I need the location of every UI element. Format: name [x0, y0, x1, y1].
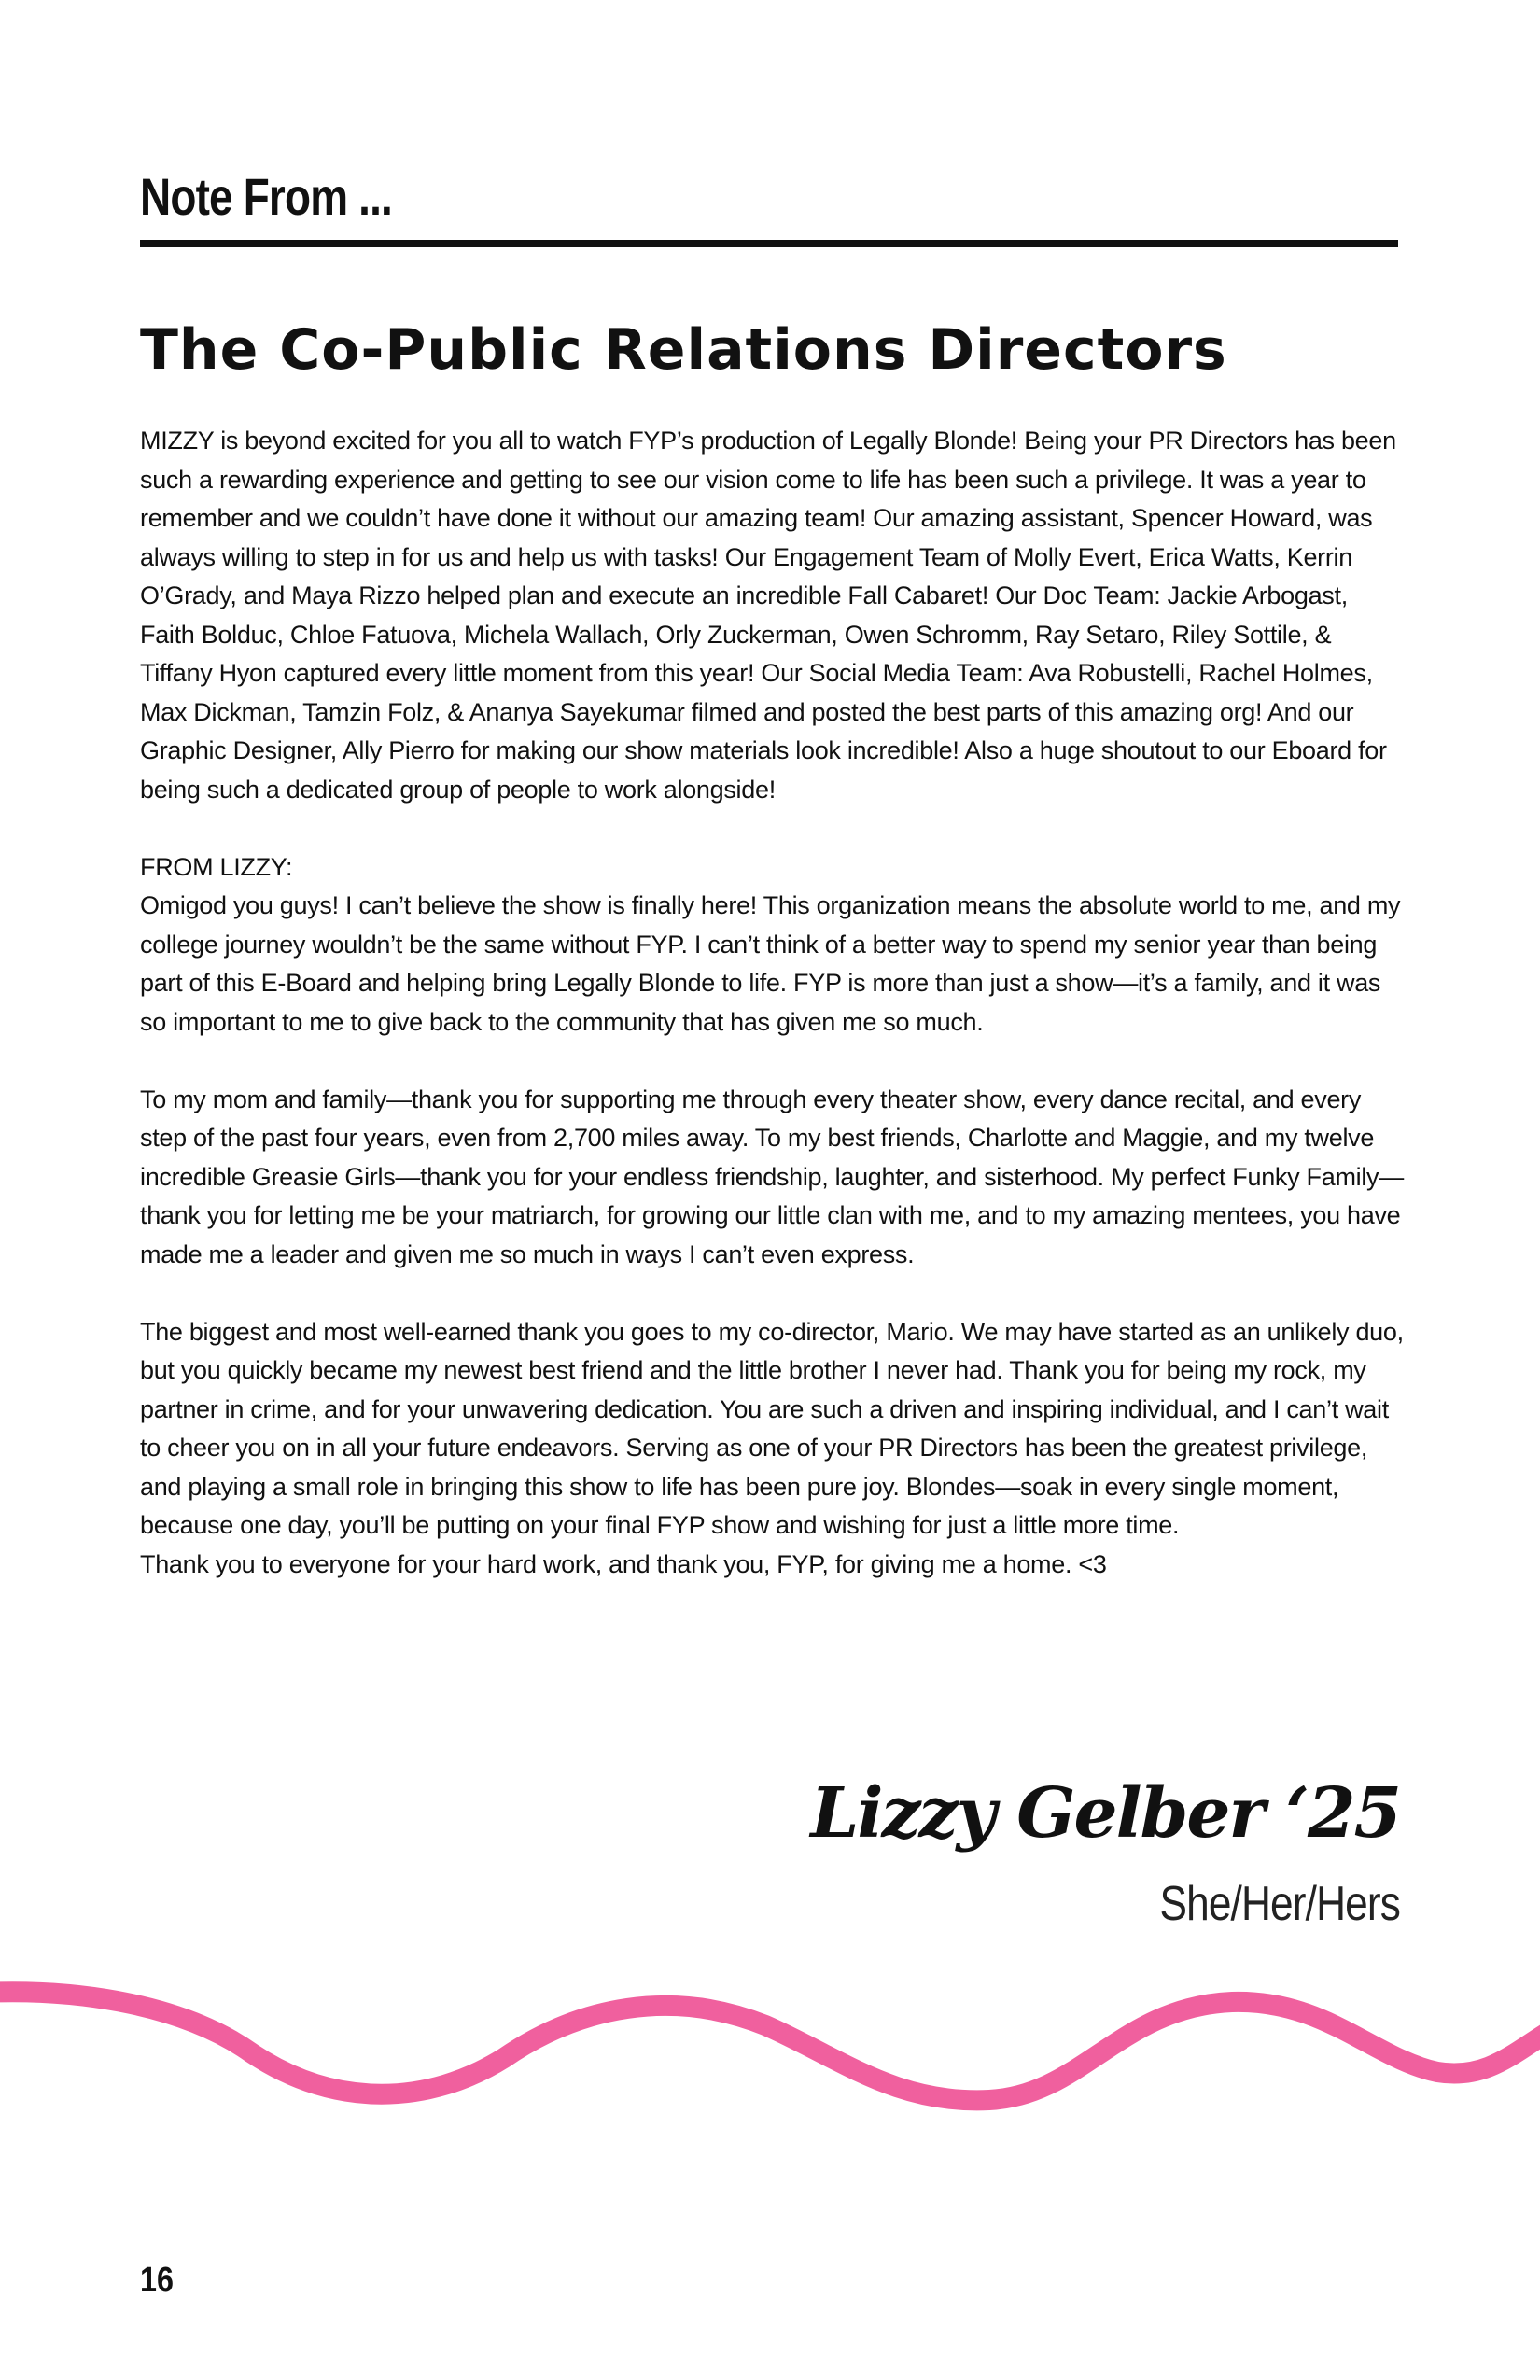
page-title: The Co-Public Relations Directors	[140, 317, 1227, 383]
pink-wave-decoration	[0, 1969, 1540, 2119]
signature-pronouns: She/Her/Hers	[1159, 1877, 1400, 1931]
intro-paragraph: MIZZY is beyond excited for you all to watch FYP’s production of Legally Blonde! Being your PR Directors has been such a rewarding experience and getting to see our vision come to life has been such a privilege. It was a year to remember and we couldn’t have done it without our amazing team! Our amazing assistant, Spencer Howard, was always willing to step in for us and help us with tasks! Our Engagement Team of Molly Evert, Erica Watts, Kerrin O’Grady, and Maya Rizzo helped plan and execute an incredible Fall Cabaret! Our Doc Team: Jackie Arbogast, Faith Bolduc, Chloe Fatuova, Michela Wallach, Orly Zuckerman, Owen Schromm, Ray Setaro, Riley Sottile, & Tiffany Hyon captured every little moment from this year! Our Social Media Team: Ava Robustelli, Rachel Holmes, Max Dickman, Tamzin Folz, & Ananya Sayekumar filmed and posted the best parts of this amazing org! And our Graphic Designer, Ally Pierro for making our show materials look incredible! Also a huge shoutout to our Eboard for being such a dedicated group of people to work alongside!	[140, 427, 1396, 804]
header-divider	[140, 240, 1398, 247]
section-label: Note From ...	[140, 167, 392, 226]
note-body	[140, 422, 1405, 1584]
wave-line	[0, 1992, 1540, 2100]
signature-name: Lizzy Gelber ‘25	[810, 1773, 1400, 1854]
from-label: FROM LIZZY:	[140, 852, 293, 881]
closing-line: Thank you to everyone for your hard work, and thank you, FYP, for giving me a home. <3	[140, 1549, 1107, 1578]
personal-paragraph: Omigod you guys! I can’t believe the show is finally here! This organization means the absolute world to me, and my college journey wouldn’t be the same without FYP. I can’t think of a better way to spend my senior year than being part of this E-Board and helping bring Legally Blonde to life. FYP is more than just a show—it’s a family, and it was so important to me to give back to the community that has given me so much.	[140, 891, 1401, 1036]
co-director-paragraph: The biggest and most well-earned thank you goes to my co-director, Mario. We may have started as an unlikely duo, but you quickly became my newest best friend and the little brother I never had. Thank you for being my rock, my partner in crime, and for your unwavering dedication. You are such a driven and inspiring individual, and I can’t wait to cheer you on in all your future endeavors. Serving as one of your PR Directors has been the greatest privilege, and playing a small role in bringing this show to life has been pure joy. Blondes—soak in every single moment, because one day, you’ll be putting on your final FYP show and wishing for just a little more time.	[140, 1317, 1404, 1539]
family-paragraph: To my mom and family—thank you for supporting me through every theater show, every dance recital, and every step of the past four years, even from 2,700 miles away. To my best friends, Charlotte and Maggie, and my twelve incredible Greasie Girls—thank you for your endless friendship, laughter, and sisterhood. My perfect Funky Family—thank you for letting me be your matriarch, for growing our little clan with me, and to my amazing mentees, you have made me a leader and given me so much in ways I can’t even express.	[140, 1085, 1404, 1268]
page-number: 16	[140, 2261, 174, 2300]
